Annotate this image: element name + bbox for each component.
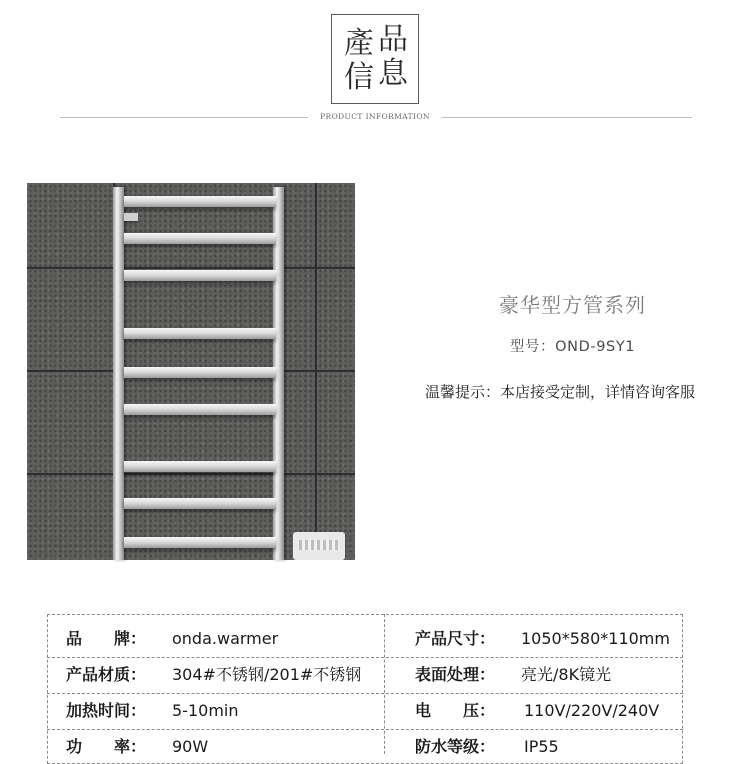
spec-value-heating-time: 5-10min xyxy=(172,701,239,720)
towel-rail-bar xyxy=(124,233,276,244)
title-char-1: 產 xyxy=(344,26,374,61)
product-model xyxy=(470,335,675,356)
spec-label-voltage: 电 压： xyxy=(415,701,496,720)
spec-row-divider xyxy=(47,657,683,658)
spec-label-material: 产品材质： xyxy=(66,665,147,684)
spec-label-size: 产品尺寸： xyxy=(415,629,496,648)
towel-rail-bar xyxy=(124,196,276,207)
towel-rail-left-post xyxy=(113,187,124,560)
wall-bracket xyxy=(124,213,138,221)
custom-order-notice: 温馨提示：本店接受定制，详情咨询客服 xyxy=(424,383,695,401)
spec-label-brand: 品 牌： xyxy=(66,629,147,648)
product-series: 豪华型方管系列 xyxy=(499,293,646,317)
spec-value-power: 90W xyxy=(172,737,209,756)
divider-left xyxy=(60,117,308,118)
spec-value-size: 1050*580*110mm xyxy=(521,629,670,648)
spec-value-material: 304#不锈钢/201#不锈钢 xyxy=(172,665,362,684)
spec-value-brand: onda.warmer xyxy=(172,629,279,648)
title-char-3: 信 xyxy=(344,60,374,95)
spec-value-waterproof: IP55 xyxy=(524,737,559,756)
divider-right xyxy=(442,117,692,118)
towel-rail-bar xyxy=(124,537,276,548)
spec-column-divider xyxy=(384,614,385,754)
title-char-4: 息 xyxy=(378,56,408,91)
tile-grout-line xyxy=(315,183,317,560)
model-value: OND-9SY1 xyxy=(555,339,636,355)
spec-label-finish: 表面处理： xyxy=(415,665,496,684)
towel-rail-bar xyxy=(124,461,276,472)
spec-label-heating-time: 加热时间： xyxy=(66,701,147,720)
towel-rail-bar xyxy=(124,498,276,509)
towel-rail-bar xyxy=(124,270,276,281)
towel-rail-bar xyxy=(124,328,276,339)
towel-rail-bar xyxy=(124,367,276,378)
spec-row-divider xyxy=(47,693,683,694)
towel-rail-bar xyxy=(124,404,276,415)
spec-label-waterproof: 防水等级： xyxy=(415,737,496,756)
section-subtitle: PRODUCT INFORMATION xyxy=(320,112,430,121)
tile-grout-line xyxy=(27,473,355,475)
spec-value-voltage: 110V/220V/240V xyxy=(524,701,660,720)
spec-value-finish: 亮光/8K镜光 xyxy=(521,665,612,684)
title-char-2: 品 xyxy=(378,22,408,57)
spec-label-power: 功 率： xyxy=(66,737,147,756)
tile-grout-line xyxy=(27,267,355,269)
section-title-box xyxy=(331,14,419,104)
power-cable-box xyxy=(293,532,345,560)
model-label: 型号： xyxy=(509,339,556,355)
spec-row-divider xyxy=(47,729,683,730)
